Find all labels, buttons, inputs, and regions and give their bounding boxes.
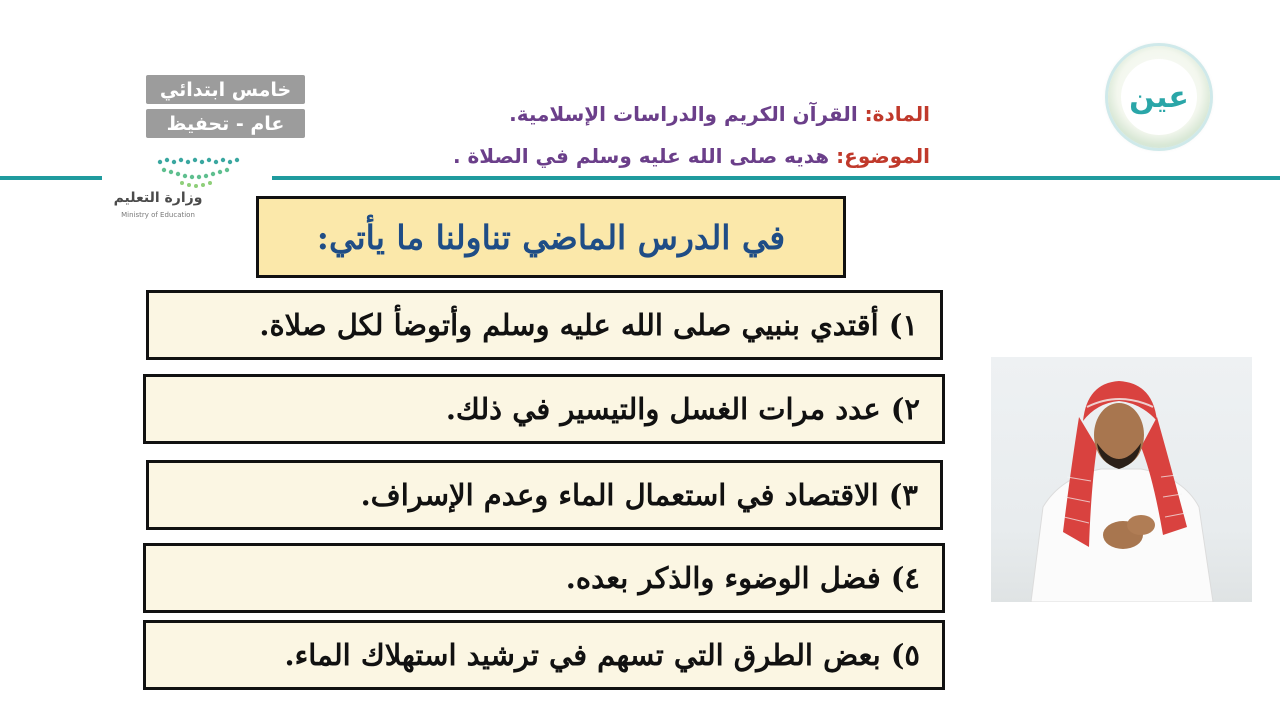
ministry-name-ar: وزارة التعليم	[113, 190, 203, 206]
lesson-item	[146, 290, 943, 360]
topic-line	[453, 144, 930, 168]
topic-key: الموضوع:	[836, 144, 930, 168]
item-text: فضل الوضوء والذكر بعده.	[565, 561, 881, 595]
grade-badge: خامس ابتدائي	[146, 75, 305, 104]
ain-logo-text: عين	[1121, 59, 1197, 135]
lesson-item	[143, 543, 945, 613]
item-number: ٥)	[890, 638, 920, 672]
topic-value: هديه صلى الله عليه وسلم في الصلاة .	[452, 144, 830, 168]
ain-logo	[1108, 46, 1210, 148]
item-text: بعض الطرق التي تسهم في ترشيد استهلاك الماء.	[284, 638, 881, 672]
ministry-emblem-icon	[110, 152, 250, 192]
lesson-item	[146, 460, 943, 530]
lesson-item	[143, 620, 945, 690]
subject-line	[509, 102, 930, 126]
subject-key: المادة:	[864, 102, 930, 126]
presenter-figure-icon	[991, 357, 1252, 602]
presenter-video	[991, 357, 1252, 602]
track-badge: عام - تحفيظ	[146, 109, 305, 138]
item-text: الاقتصاد في استعمال الماء وعدم الإسراف.	[360, 478, 879, 512]
subject-value: القرآن الكريم والدراسات الإسلامية.	[509, 102, 858, 126]
item-number: ٣)	[888, 478, 918, 512]
ministry-name-en: Ministry of Education	[121, 211, 195, 219]
lesson-title: في الدرس الماضي تناولنا ما يأتي:	[256, 196, 846, 278]
item-text: عدد مرات الغسل والتيسير في ذلك.	[445, 392, 881, 426]
item-text: أقتدي بنبيي صلى الله عليه وسلم وأتوضأ لكل صلاة.	[259, 308, 879, 342]
item-number: ٤)	[890, 561, 920, 595]
lesson-item	[143, 374, 945, 444]
item-number: ٢)	[890, 392, 920, 426]
item-number: ١)	[888, 308, 918, 342]
